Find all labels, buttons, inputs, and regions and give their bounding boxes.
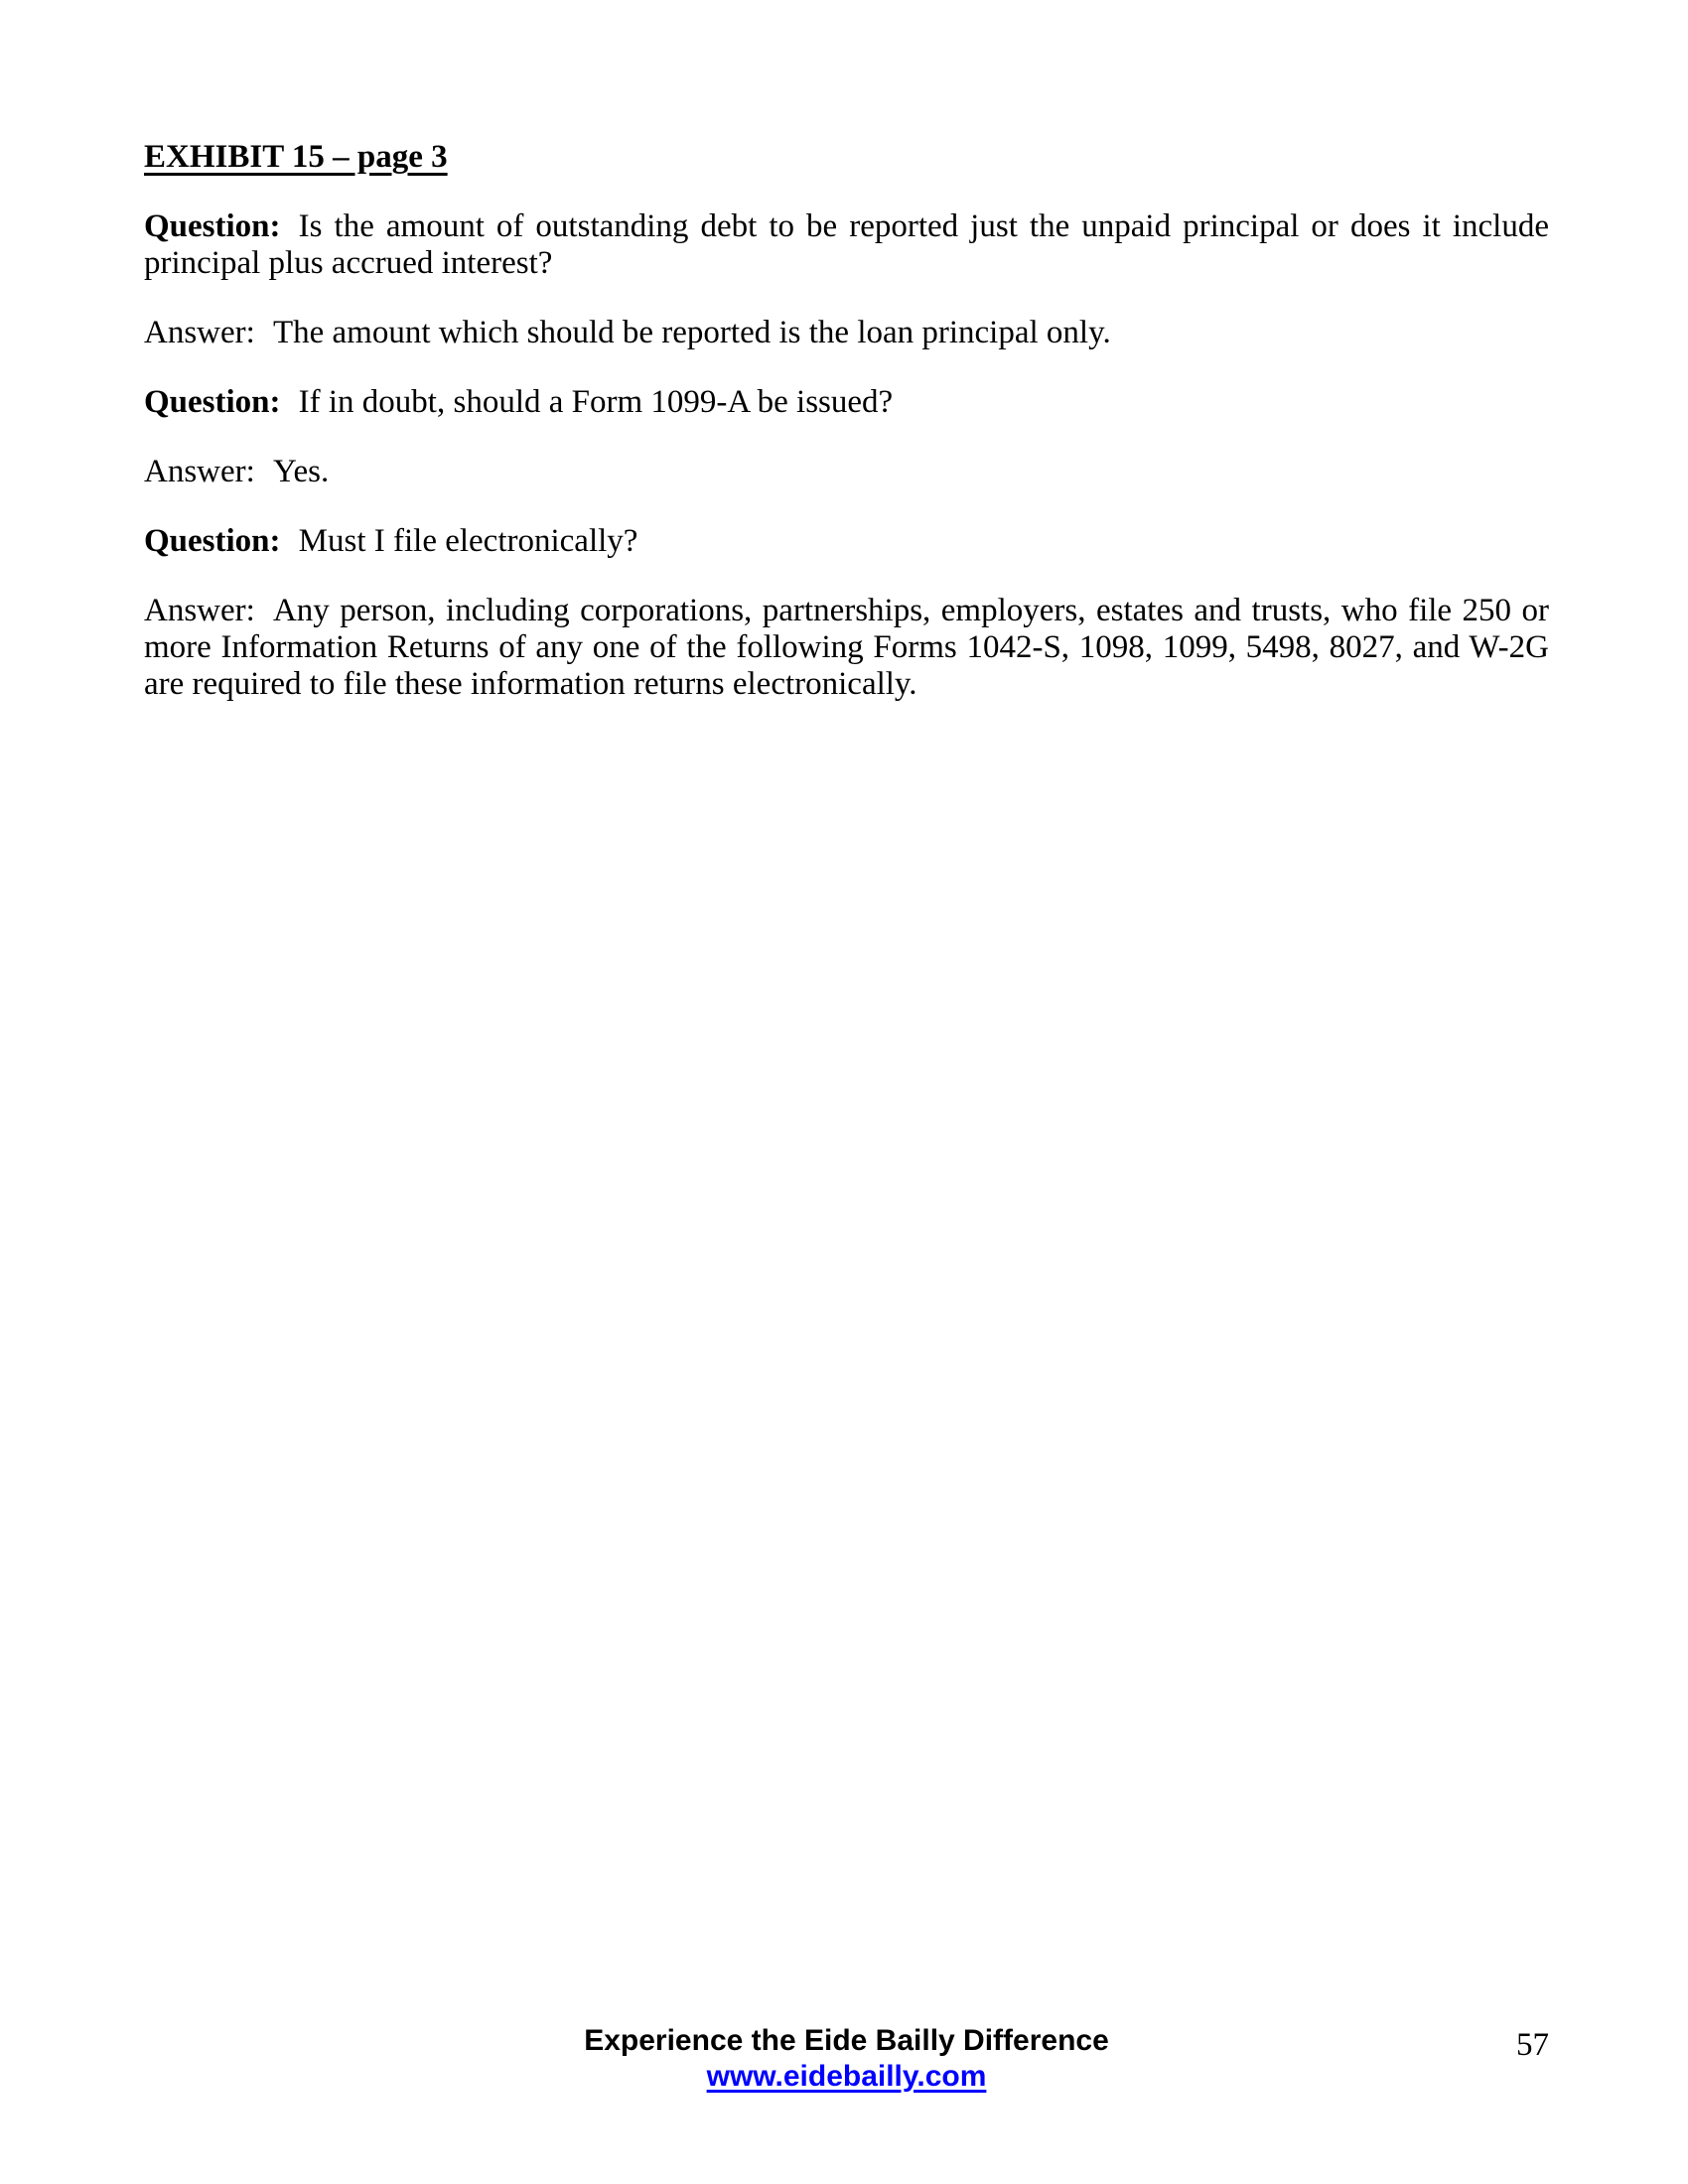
question-label: Question: (144, 523, 281, 559)
question-paragraph (144, 523, 1549, 560)
question-label: Question: (144, 384, 281, 420)
answer-text: Any person, including corporations, partnerships, employers, estates and trusts, who file 250 or more Information Returns of any one of the following Forms 1042-S, 1098, 1099, 5498, 8027, and W-2G are required to file these information returns electronically. (144, 593, 1549, 702)
answer-text: Yes. (272, 454, 330, 489)
question-text: Is the amount of outstanding debt to be reported just the unpaid principal or does it include principal plus accrued interest? (144, 208, 1549, 281)
answer-label: Answer: (144, 454, 255, 489)
question-text: If in doubt, should a Form 1099-A be issued? (298, 384, 894, 420)
answer-label: Answer: (144, 315, 255, 350)
answer-paragraph (144, 593, 1549, 703)
question-paragraph (144, 208, 1549, 282)
answer-paragraph (144, 315, 1549, 351)
page-footer (144, 2023, 1549, 2095)
answer-paragraph (144, 454, 1549, 490)
question-text: Must I file electronically? (298, 523, 638, 559)
document-body (144, 139, 1549, 736)
answer-text: The amount which should be reported is the loan principal only. (272, 315, 1111, 350)
question-label: Question: (144, 208, 281, 244)
footer-website-link[interactable]: www.eidebailly.com (706, 2060, 987, 2093)
question-paragraph (144, 384, 1549, 421)
page-number: 57 (1516, 2027, 1549, 2063)
footer-tagline: Experience the Eide Bailly Difference (584, 2024, 1109, 2057)
answer-label: Answer: (144, 593, 255, 628)
exhibit-heading: EXHIBIT 15 – page 3 (144, 139, 448, 175)
